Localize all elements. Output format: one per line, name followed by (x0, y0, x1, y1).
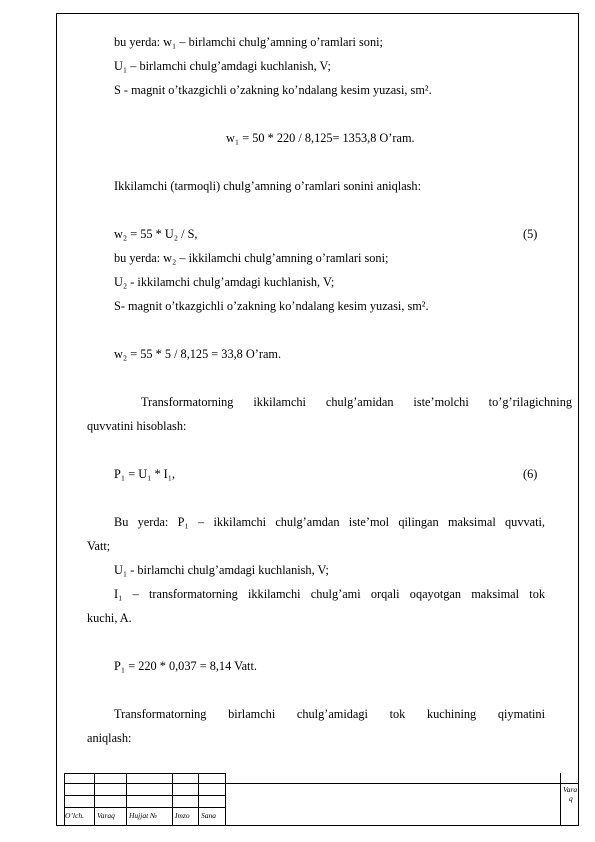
stamp-label-sana: Sana (201, 811, 216, 820)
stamp-label-imzo: Imzo (175, 811, 190, 820)
equation-number: (6) (523, 467, 538, 481)
stamp-label-varaq: Varaq (97, 811, 115, 820)
paragraph-line: kuchi, A. (87, 611, 132, 625)
stamp-line (560, 773, 561, 826)
stamp-line (94, 773, 95, 826)
stamp-line (172, 773, 173, 826)
text-line: bu yerda: w₂ – ikkilamchi chulg’amning o’ramlari soni; (114, 251, 389, 265)
text-line: Ikkilamchi (tarmoqli) chulg’amning o’ramlari sonini aniqlash: (114, 179, 422, 193)
formula-w2: w₂ = 55 * U₂ / S, (114, 227, 198, 241)
paragraph-line: Transformatorning birlamchi chulg’amidagi tok kuchining qiymatini (114, 707, 545, 721)
paragraph-line: aniqlash: (87, 731, 132, 745)
formula-p1-value: P₁ = 220 * 0,037 = 8,14 Vatt. (114, 659, 257, 673)
paragraph-line: Bu yerda: P₁ – ikkilamchi chulg’amdan iste’mol qilingan maksimal quvvati, (114, 515, 545, 529)
text-line: bu yerda: w₁ – birlamchi chulg’amning o’ramlari soni; (114, 35, 383, 49)
stamp-label-hujjat: Hujjat № (129, 811, 158, 820)
paragraph-line: Transformatorning ikkilamchi chulg’amidan iste’molchi to’g’rilagichning (141, 395, 572, 409)
sheet-label: q (569, 794, 573, 803)
text-line: U₂ - ikkilamchi chulg’amdagi kuchlanish, V; (114, 275, 335, 289)
text-line: U₁ – birlamchi chulg’amdagi kuchlanish, V; (114, 59, 331, 73)
equation-number: (5) (523, 227, 538, 241)
formula-p1: P₁ = U₁ * I₁, (114, 467, 176, 481)
sheet-label: Vara (563, 785, 578, 794)
stamp-line (64, 783, 579, 784)
stamp-line (64, 795, 225, 796)
stamp-label-olch: O’lch. (65, 811, 84, 820)
text-line: S- magnit o’tkazgichli o’zakning ko’ndalang kesim yuzasi, sm². (114, 299, 429, 313)
paragraph-line: Vatt; (87, 539, 111, 553)
title-block (64, 773, 579, 826)
paragraph-line: quvvatini hisoblash: (87, 419, 187, 433)
stamp-line (64, 773, 225, 774)
text-line: U₁ - birlamchi chulg’amdagi kuchlanish, V; (114, 563, 329, 577)
stamp-line (126, 773, 127, 826)
text-line: S - magnit o’tkazgichli o’zakning ko’ndalang kesim yuzasi, sm². (114, 83, 432, 97)
stamp-line (225, 773, 226, 826)
paragraph-line: I₁ – transformatorning ikkilamchi chulg’ami orqali oqayotgan maksimal tok (114, 587, 545, 601)
formula-w1: w₁ = 50 * 220 / 8,125= 1353,8 O’ram. (226, 131, 415, 145)
formula-w2-value: w₂ = 55 * 5 / 8,125 = 33,8 O’ram. (114, 347, 282, 361)
stamp-line (64, 807, 225, 808)
stamp-line (198, 773, 199, 826)
